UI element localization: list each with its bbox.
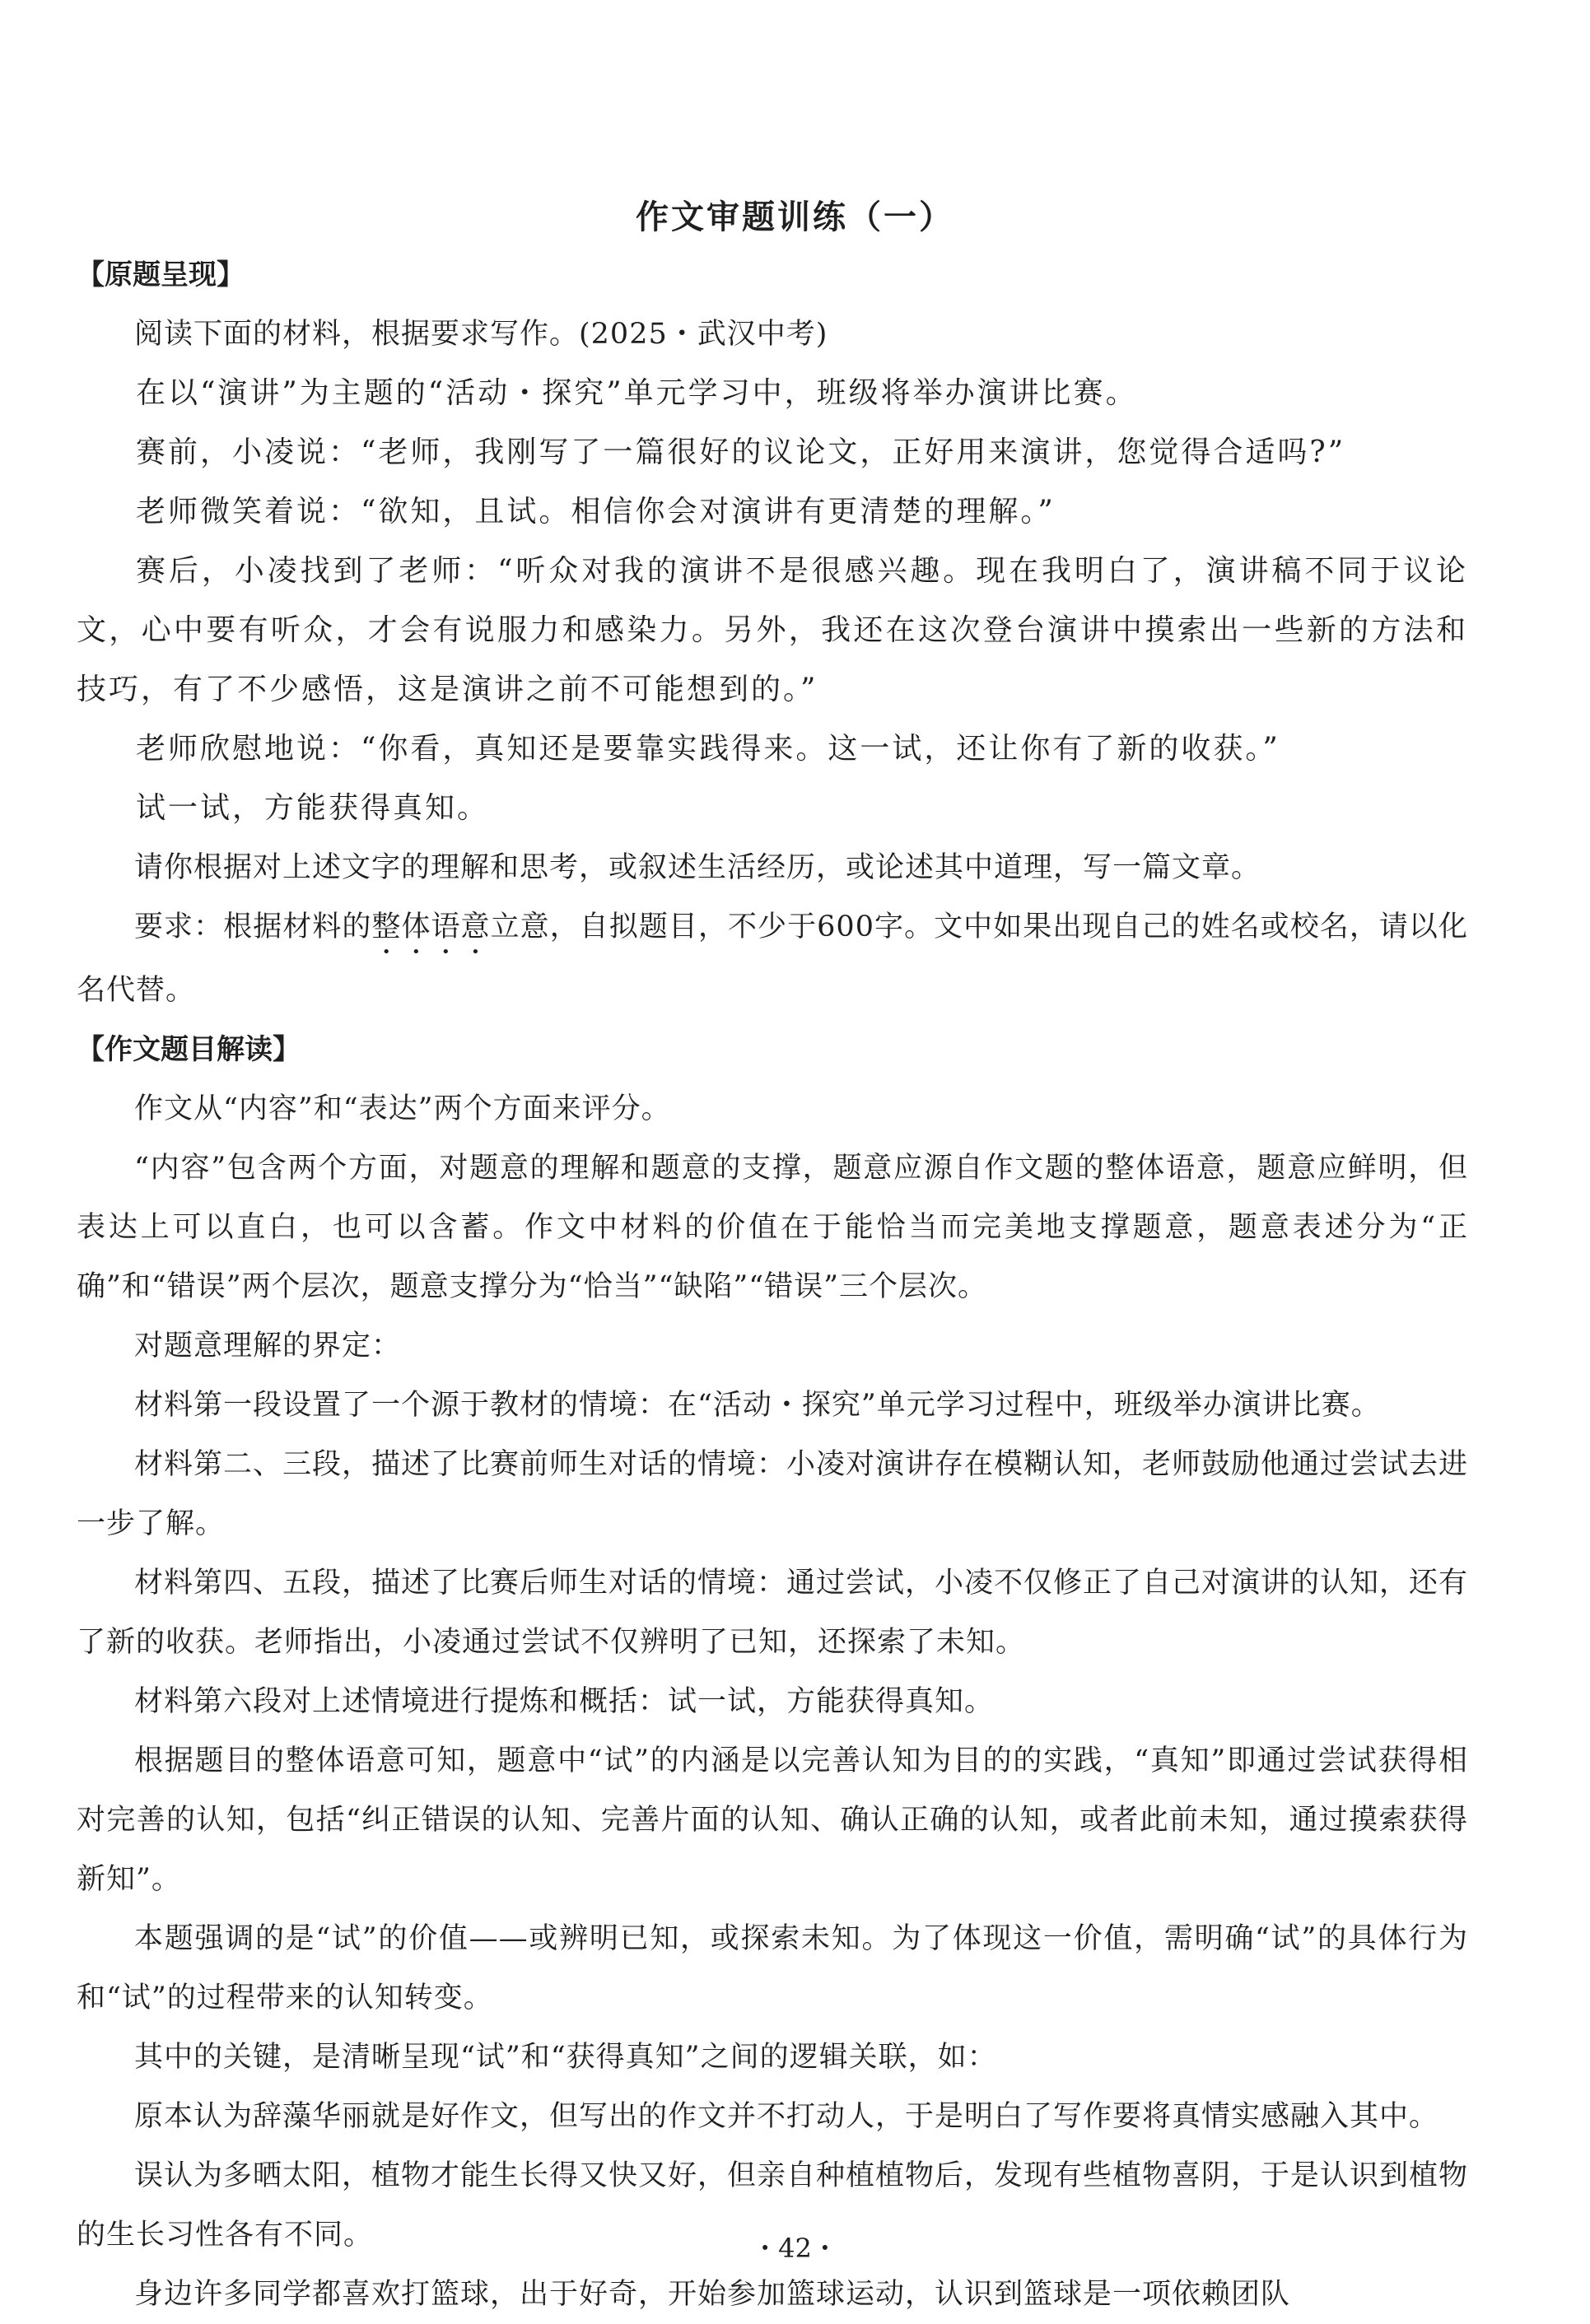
material-paragraph-2: 赛前，小凌说：“老师，我刚写了一篇很好的议论文，正好用来演讲，您觉得合适吗?” — [136, 435, 1346, 469]
interpretation-paragraph-13: 身边许多同学都喜欢打篮球，出于好奇，开始参加篮球运动，认识到篮球是一项依赖团队 — [134, 2278, 1291, 2311]
interpretation-paragraph-4: 材料第一段设置了一个源于教材的情境：在“活动・探究”单元学习过程中，班级举办演讲比赛。 — [134, 1389, 1381, 1422]
material-paragraph-6: 试一试，方能获得真知。 — [136, 791, 490, 825]
interpretation-paragraph-3: 对题意理解的界定： — [134, 1330, 402, 1362]
section-heading-original-question: 【原题呈现】 — [77, 258, 245, 291]
interpretation-paragraph-9: 本题强调的是“试”的价值——或辨明已知，或探索未知。为了体现这一价值，需明确“试”的具体行为和“试”的过程带来的认知转变。 — [77, 1922, 1468, 2014]
page-number: ・42・ — [752, 2233, 838, 2264]
interpretation-paragraph-5: 材料第二、三段，描述了比赛前师生对话的情境：小凌对演讲存在模糊认知，老师鼓励他通过尝试去进一步了解。 — [77, 1448, 1469, 1540]
interpretation-paragraph-12: 误认为多晒太阳，植物才能生长得又快又好，但亲自种植植物后，发现有些植物喜阴，于是认识到植物的生长习性各有不同。 — [77, 2159, 1469, 2252]
requirement-text-end: 立意，自拟题目，不少于600字。文中如果出现自己的姓名或校名，请以化名代替。 — [77, 911, 1468, 1007]
interpretation-paragraph-2: “内容”包含两个方面，对题意的理解和题意的支撑，题意应源自作文题的整体语意，题意应鲜明，但表达上可以直白，也可以含蓄。作文中材料的价值在于能恰当而完美地支撑题意，题意表述分为“正确”和“错误”两个层次，题意支撑分为“恰当”“缺陷”“错误”三个层次。 — [77, 1152, 1468, 1303]
page-content — [77, 245, 1468, 2324]
material-paragraph-5: 老师欣慰地说：“你看，真知还是要靠实践得来。这一试，还让你有了新的收获。” — [136, 732, 1280, 766]
interpretation-paragraph-8: 根据题目的整体语意可知，题意中“试”的内涵是以完善认知为目的的实践，“真知”即通过尝试获得相对完善的认知，包括“纠正错误的认知、完善片面的认知、确认正确的认知，或者此前未知，通过摸索获得新知”。 — [77, 1744, 1468, 1896]
interpretation-paragraph-1: 作文从“内容”和“表达”两个方面来评分。 — [134, 1092, 671, 1125]
requirement-paragraph — [77, 897, 1468, 1020]
interpretation-paragraph-11: 原本认为辞藻华丽就是好作文，但写出的作文并不打动人，于是明白了写作要将真情实感融入其中。 — [134, 2100, 1439, 2133]
instruction-paragraph: 阅读下面的材料，根据要求写作。(2025・武汉中考) — [134, 318, 828, 351]
section-heading-interpretation: 【作文题目解读】 — [77, 1033, 301, 1066]
interpretation-paragraph-6: 材料第四、五段，描述了比赛后师生对话的情境：通过尝试，小凌不仅修正了自己对演讲的认知，还有了新的收获。老师指出，小凌通过尝试不仅辨明了已知，还探索了未知。 — [77, 1567, 1469, 1659]
requirement-text-start: 要求：根据材料的 — [134, 911, 372, 943]
page-title: 作文审题训练（一） — [636, 198, 954, 236]
task-paragraph: 请你根据对上述文字的理解和思考，或叙述生活经历，或论述其中道理，写一篇文章。 — [134, 851, 1261, 884]
interpretation-paragraph-7: 材料第六段对上述情境进行提炼和概括：试一试，方能获得真知。 — [134, 1685, 995, 1718]
material-paragraph-1: 在以“演讲”为主题的“活动・探究”单元学习中，班级将举办演讲比赛。 — [136, 376, 1138, 410]
requirement-emphasis-dots: 整体语意 — [371, 911, 491, 943]
interpretation-paragraph-10: 其中的关键，是清晰呈现“试”和“获得真知”之间的逻辑关联，如： — [134, 2041, 997, 2074]
material-paragraph-4: 赛后，小凌找到了老师：“听众对我的演讲不是很感兴趣。现在我明白了，演讲稿不同于议论文，心中要有听众，才会有说服力和感染力。另外，我还在这次登台演讲中摸索出一些新的方法和技巧，有了不少感悟，这是演讲之前不可能想到的。” — [77, 554, 1468, 706]
material-paragraph-3: 老师微笑着说：“欲知，且试。相信你会对演讲有更清楚的理解。” — [136, 495, 1056, 529]
